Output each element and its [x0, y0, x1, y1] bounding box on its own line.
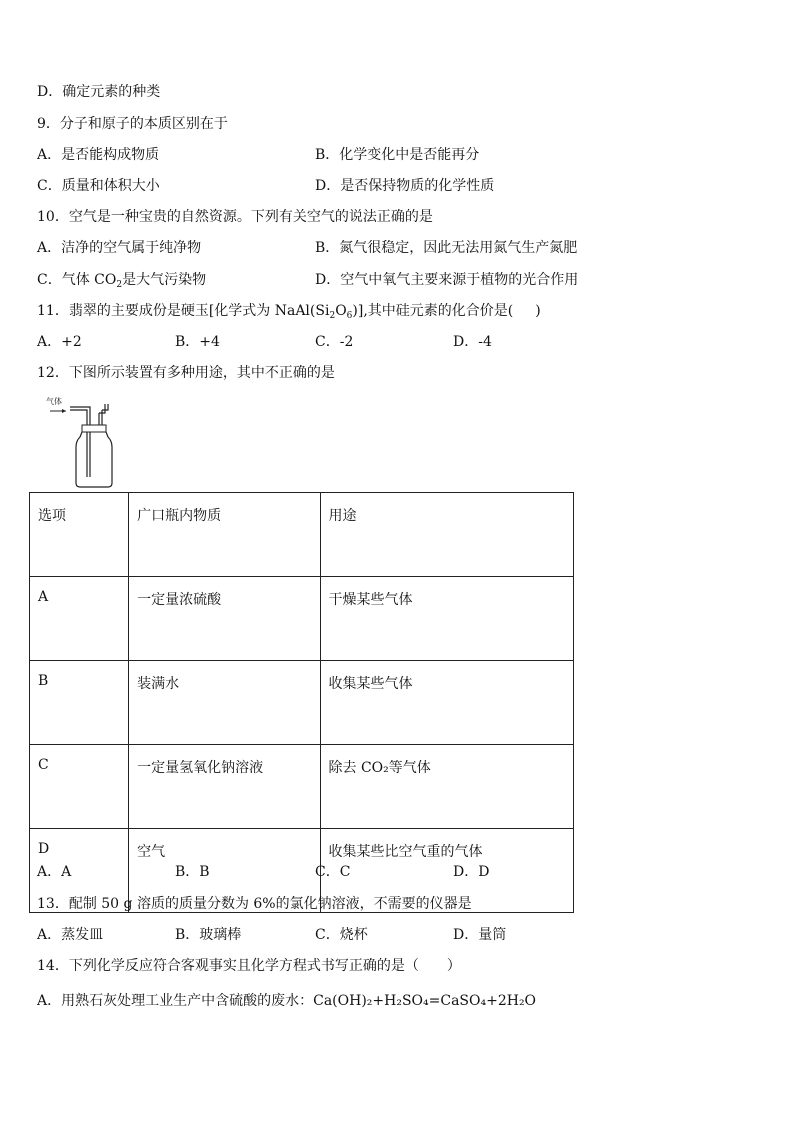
table-header-cell: 用途 — [320, 493, 573, 577]
q9-option-a: A．是否能构成物质 — [37, 147, 160, 163]
table-cell: 空气 — [129, 829, 320, 913]
q9-option-d: D．是否保持物质的化学性质 — [315, 178, 495, 194]
q13-option-b: B．玻璃棒 — [175, 927, 242, 943]
table-cell: A — [30, 577, 129, 661]
chemical-equation: Ca(OH)₂+H₂SO₄=CaSO₄+2H₂O — [313, 993, 537, 1009]
table-cell: 干燥某些气体 — [320, 577, 573, 661]
q9-option-c: C．质量和体积大小 — [37, 178, 160, 194]
q12-stem: 12．下图所示装置有多种用途，其中不正确的是 — [37, 365, 335, 381]
table-cell: 除去 CO₂等气体 — [320, 745, 573, 829]
q11-stem: 11．翡翠的主要成份是硬玉[化学式为 $NaAl(Si_2O_6)$],其中硅元素的化合价是( ) — [37, 303, 541, 321]
table-header-cell: 选项 — [30, 493, 129, 577]
q10-option-b: B．氮气很稳定，因此无法用氮气生产氮肥 — [315, 240, 578, 256]
table-row — [30, 745, 574, 829]
q9-stem: 9．分子和原子的本质区别在于 — [37, 116, 228, 132]
table-cell: 收集某些气体 — [320, 661, 573, 745]
q10-option-a: A．洁净的空气属于纯净物 — [37, 240, 202, 256]
q9-option-b: B．化学变化中是否能再分 — [315, 147, 480, 163]
q11-option-c: C．-2 — [315, 334, 354, 350]
q12-option-c: C．C — [315, 864, 351, 880]
q12-option-b: B．B — [175, 864, 210, 880]
table-cell: 收集某些比空气重的气体 — [320, 829, 573, 913]
q14-stem: 14．下列化学反应符合客观事实且化学方程式书写正确的是（ ） — [37, 958, 461, 974]
gas-washing-bottle-figure — [44, 395, 114, 491]
q12-option-a: A．A — [37, 864, 72, 880]
table-cell: D — [30, 829, 129, 913]
q11-option-b: B．+4 — [175, 334, 220, 350]
table-cell: C — [30, 745, 129, 829]
q12-table — [29, 492, 574, 913]
q11-option-a: A．+2 — [37, 334, 82, 350]
q13-option-a: A．蒸发皿 — [37, 927, 104, 943]
q10-stem: 10．空气是一种宝贵的自然资源。下列有关空气的说法正确的是 — [37, 209, 433, 225]
q8-option-d: D．确定元素的种类 — [37, 84, 161, 100]
table-row — [30, 577, 574, 661]
figure-gas-label: 气体 — [46, 397, 62, 406]
q13-option-c: C．烧杯 — [315, 927, 368, 943]
q13-stem: 13．配制 50 g 溶质的质量分数为 6%的氯化钠溶液，不需要的仪器是 — [37, 896, 472, 912]
q13-option-d: D．量筒 — [453, 927, 507, 943]
table-cell: 一定量浓硫酸 — [129, 577, 320, 661]
q11-option-d: D．-4 — [453, 334, 492, 350]
q10-option-d: D．空气中氧气主要来源于植物的光合作用 — [315, 272, 579, 288]
table-cell: B — [30, 661, 129, 745]
table-cell: 一定量氢氧化钠溶液 — [129, 745, 320, 829]
table-row — [30, 661, 574, 745]
table-cell: 装满水 — [129, 661, 320, 745]
table-header-row — [30, 493, 574, 577]
q12-option-d: D．D — [453, 864, 490, 880]
table-header-cell: 广口瓶内物质 — [129, 493, 320, 577]
q10-option-c: C．气体 $CO_2$是大气污染物 — [37, 272, 207, 290]
q14-option-a: A．用熟石灰处理工业生产中含硫酸的废水：Ca(OH)₂+H₂SO₄=CaSO₄+2H₂O — [37, 993, 537, 1009]
